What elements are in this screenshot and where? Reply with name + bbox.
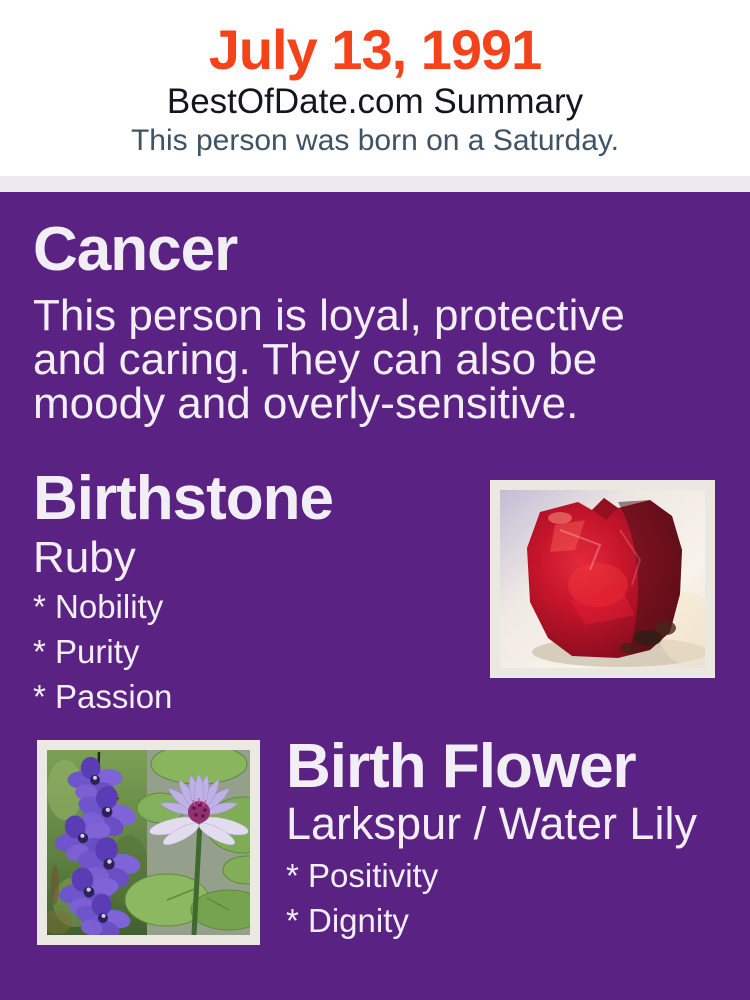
zodiac-description-line: This person is loyal, protective <box>33 291 625 340</box>
birth-flower-traits <box>286 853 438 943</box>
birth-flower-title: Birth Flower <box>286 732 636 801</box>
birthstone-traits <box>33 584 172 719</box>
born-weekday-text: This person was born on a Saturday. <box>130 124 620 157</box>
birthstone-title: Birthstone <box>33 464 333 533</box>
birth-flower-photo <box>37 740 260 945</box>
birthstone-trait: * Purity <box>33 633 140 670</box>
larkspur-water-lily-illustration <box>47 750 250 935</box>
header <box>0 0 750 176</box>
header-divider <box>0 176 750 192</box>
zodiac-sign-title: Cancer <box>33 215 238 284</box>
page-title-date: July 13, 1991 <box>208 18 542 81</box>
zodiac-description-line: and caring. They can also be <box>33 335 598 384</box>
zodiac-description-line: moody and overly-sensitive. <box>33 379 579 428</box>
ruby-photo <box>490 480 715 678</box>
birth-flower-trait: * Positivity <box>286 857 439 894</box>
zodiac-description <box>33 291 693 428</box>
birth-flower-trait: * Dignity <box>286 902 409 939</box>
site-summary-label: BestOfDate.com Summary <box>166 82 584 121</box>
birthstone-trait: * Passion <box>33 678 173 715</box>
birthstone-trait: * Nobility <box>33 588 164 625</box>
birthstone-name: Ruby <box>33 533 136 582</box>
ruby-gemstone-illustration <box>500 490 705 668</box>
birth-flower-name: Larkspur / Water Lily <box>286 798 697 849</box>
